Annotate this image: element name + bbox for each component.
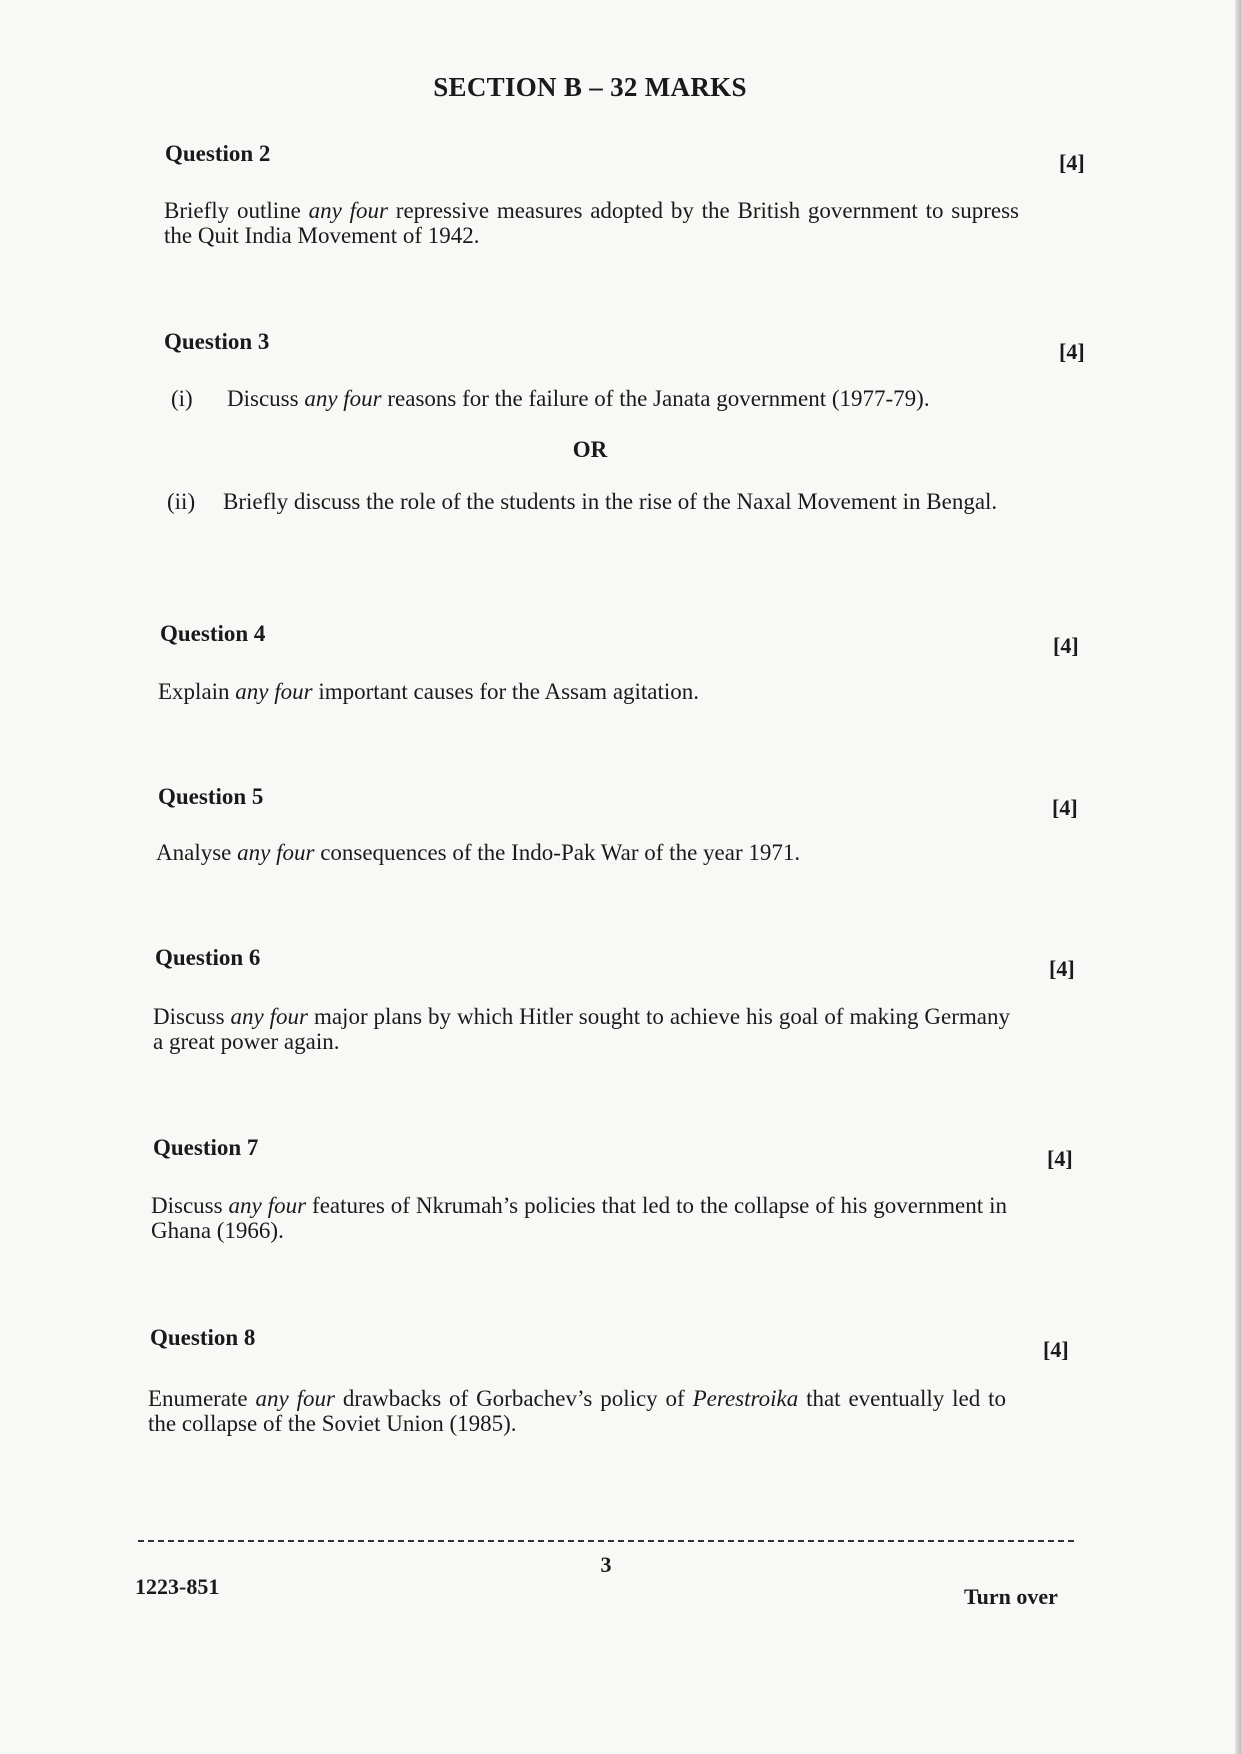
question-4-heading: Question 4 xyxy=(160,621,266,646)
question-6-text: Discuss any four major plans by which Hitler sought to achieve his goal of making Germany a great power again. xyxy=(153,1004,1010,1054)
page-number: 3 xyxy=(600,1552,612,1577)
part-i-text: Discuss any four reasons for the failure of the Janata government (1977-79). xyxy=(227,386,930,411)
question-3-marks: [4] xyxy=(1059,339,1085,364)
part-i-number: (i) xyxy=(171,386,193,411)
question-4-text: Explain any four important causes for the Assam agitation. xyxy=(158,679,700,704)
footer-dashed-rule xyxy=(138,1540,1074,1542)
question-7-heading: Question 7 xyxy=(153,1135,259,1160)
question-7-text: Discuss any four features of Nkrumah’s policies that led to the collapse of his government in Ghana (1966). xyxy=(151,1193,1007,1243)
question-5-heading: Question 5 xyxy=(158,784,264,809)
page-edge-shadow xyxy=(1235,0,1241,1754)
question-6-marks: [4] xyxy=(1049,956,1075,981)
question-3-part-ii xyxy=(167,489,1013,545)
paper-code: 1223-851 xyxy=(135,1574,220,1599)
question-6-heading: Question 6 xyxy=(155,945,261,970)
part-ii-number: (ii) xyxy=(167,489,196,514)
question-5-marks: [4] xyxy=(1052,795,1078,820)
question-2-text: Briefly outline any four repressive measures adopted by the British government to supress the Quit India Movement of 1942. xyxy=(164,198,1019,248)
question-2-marks: [4] xyxy=(1059,150,1085,175)
or-separator: OR xyxy=(572,437,608,462)
part-ii-text: Briefly discuss the role of the students in the rise of the Naxal Movement in Bengal. xyxy=(223,489,998,514)
question-4-marks: [4] xyxy=(1053,633,1079,658)
question-8-marks: [4] xyxy=(1043,1337,1069,1362)
question-3-part-i xyxy=(171,386,1021,416)
question-2-heading: Question 2 xyxy=(165,141,271,166)
turn-over-label: Turn over xyxy=(964,1584,1058,1609)
section-title: SECTION B – 32 MARKS xyxy=(433,72,747,102)
question-3-heading: Question 3 xyxy=(164,329,270,354)
question-8-text: Enumerate any four drawbacks of Gorbachev’s policy of Perestroika that eventually led to the collapse of the Soviet Union (1985). xyxy=(148,1386,1006,1436)
question-7-marks: [4] xyxy=(1047,1146,1073,1171)
question-5-text: Analyse any four consequences of the Indo-Pak War of the year 1971. xyxy=(156,840,801,865)
question-8-heading: Question 8 xyxy=(150,1325,256,1350)
